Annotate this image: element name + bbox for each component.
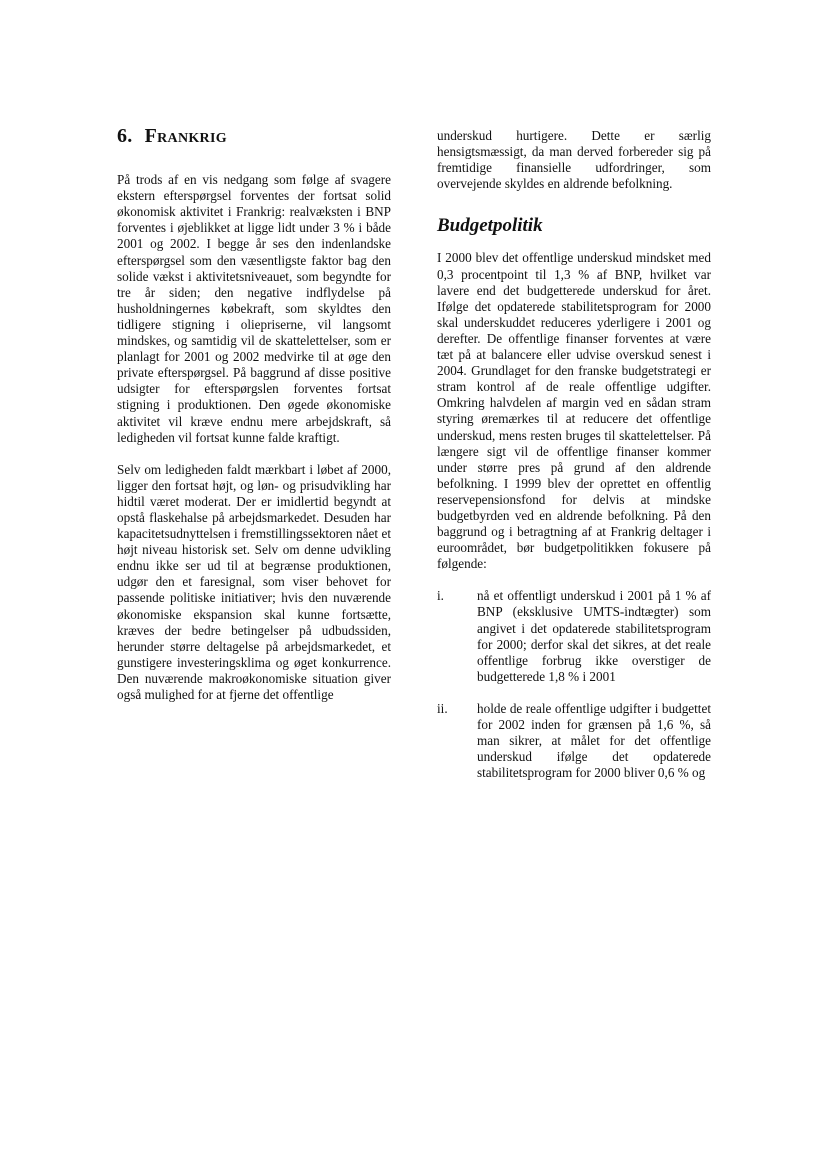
section-title: Frankrig: [144, 125, 227, 147]
list-item-text: holde de reale offentlige udgifter i budgettet for 2002 inden for grænsen på 1,6 %, så man sikrer, at målet for det offentlige underskud ifølge det opdaterede stabilitetsprogram for 2000 bliver 0,6 % og: [477, 700, 711, 781]
list-item: [437, 701, 711, 781]
left-column: [117, 125, 391, 703]
list-item: [437, 588, 711, 685]
body-paragraph: På trods af en vis nedgang som følge af svagere ekstern efterspørgsel forventes der fortsat solid økonomisk aktivitet i Frankrig: realvæksten i BNP forventes i øjeblikket at ligge lidt under 3 % i både 2001 og 2002. I begge år ses den indenlandske efterspørgsel som den væsentligste faktor bag den solide vækst i aktivitetsniveauet, som begyndte for tre år siden; den negative indflydelse på husholdningernes købekraft, som skyldtes den tidligere stigning i oliepriserne, vil langsomt mindskes, og samtidig vil de skattelettelser, som er planlagt for 2001 og 2002 medvirke til at øge den private efterspørgsel. På baggrund af disse positive udsigter for efterspørgslen forventes fortsat stigning i produktionen. Den øgede økonomiske aktivitet vil kræve endnu mere arbejdskraft, så ledigheden vil fortsat kunne falde kraftigt.: [117, 172, 391, 445]
list-marker: ii.: [437, 700, 448, 716]
section-heading: [117, 125, 391, 147]
section-number: 6.: [117, 125, 133, 147]
body-paragraph: Selv om ledigheden faldt mærkbart i løbet af 2000, ligger den fortsat højt, og løn- og prisudvikling har hidtil været moderat. Der er imidlertid begyndt at opstå flaskehalse på arbejdsmarkedet. Desuden har kapacitetsudnyttelsen i fremstillingssektoren nået et højt niveau historisk set. Selv om denne udvikling endnu ikke ser ud til at begrænse produktionen, udgør den et faresignal, som viser behovet for passende politiske initiativer; hvis den nuværende økonomiske ekspansion skal kunne fortsætte, kræves der bedre betingelser på udbudssiden, herunder større deltagelse på arbejdsmarkedet, et gunstigere investeringsklima og øget konkurrence. Den nuværende makroøkonomiske situation giver også mulighed for at fjerne det offentlige: [117, 461, 391, 702]
body-paragraph: I 2000 blev det offentlige underskud mindsket med 0,3 procentpoint til 1,3 % af BNP, hvilket var lavere end det budgetterede underskud for året. Ifølge det opdaterede stabilitetsprogram for 2000 skal underskuddet reduceres yderligere i 2001 og derefter. De offentlige finanser forventes at være tæt på at balancere eller udvise overskud senest i 2004. Grundlaget for den franske budgetstrategi er stram kontrol af de reale offentlige udgifter. Omkring halvdelen af margin ved en sådan stram styring øremærkes til at reducere det offentlige underskud, mens resten bruges til skattelettelser. På længere sigt vil de offentlige finanser kommer under større pres på grund af den aldrende befolkning. I 1999 blev der oprettet en offentlig reservepensionsfond for delvis at mindske budgetbyrden ved en aldrende befolkning. På den baggrund og i betragtning af at Frankrig deltager i euroområdet, bør budgetpolitikken fokusere på følgende:: [437, 250, 711, 572]
list-item-text: nå et offentligt underskud i 2001 på 1 % af BNP (eksklusive UMTS-indtægter) som angivet i det opdaterede stabilitetsprogram for 2000; derfor skal det sikres, at det reale offentlige forbrug ikke overstiger de budgetterede 1,8 % i 2001: [477, 588, 711, 684]
body-paragraph-continuation: underskud hurtigere. Dette er særlig hensigtsmæssigt, da man derved forbereder sig på fremtidige finansielle udfordringer, som overvejende skyldes en aldrende befolkning.: [437, 128, 711, 192]
subheading: Budgetpolitik: [437, 215, 543, 237]
list-marker: i.: [437, 588, 444, 604]
right-column: [437, 128, 711, 781]
